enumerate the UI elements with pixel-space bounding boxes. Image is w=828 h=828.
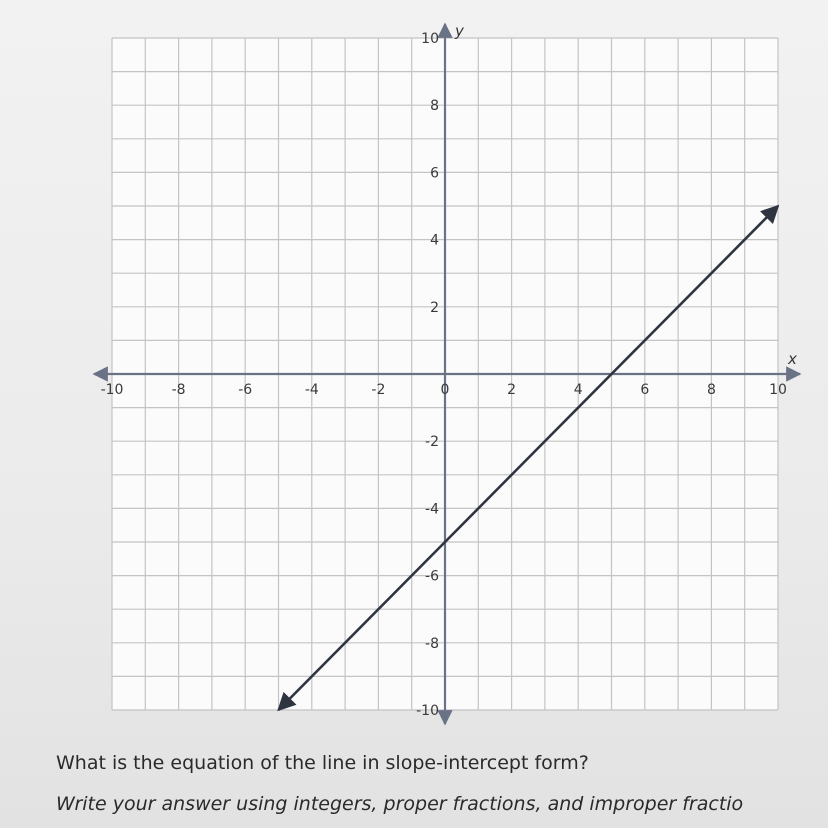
x-tick-label: -10	[100, 382, 124, 398]
x-tick-label: -6	[238, 382, 253, 398]
x-tick-label: -8	[171, 382, 186, 398]
y-tick-label: -8	[425, 635, 439, 652]
question-prompt: What is the equation of the line in slope-intercept form?	[56, 752, 589, 774]
y-tick-label: 6	[430, 165, 439, 182]
y-tick-label: -2	[425, 434, 439, 451]
question-instruction: Write your answer using integers, proper fractions, and improper fractio	[56, 793, 744, 815]
x-tick-label: 4	[573, 382, 583, 398]
y-tick-label: -10	[416, 703, 439, 719]
y-tick-label: 10	[421, 31, 439, 47]
x-tick-label: -2	[371, 382, 386, 398]
x-tick-label: 6	[640, 382, 650, 398]
y-tick-label: 4	[430, 232, 439, 249]
y-tick-label: 8	[430, 98, 439, 115]
x-axis-label: x	[788, 350, 797, 368]
y-axis-label: y	[455, 22, 464, 40]
x-tick-label: 8	[706, 382, 716, 398]
y-tick-label: -6	[425, 568, 439, 585]
x-tick-label: -4	[304, 382, 319, 398]
x-tick-label: 10	[769, 382, 787, 398]
x-tick-label: 2	[507, 382, 517, 398]
y-tick-label: -4	[425, 501, 439, 518]
x-tick-label: 0	[440, 382, 450, 398]
y-tick-label: 2	[430, 299, 439, 316]
